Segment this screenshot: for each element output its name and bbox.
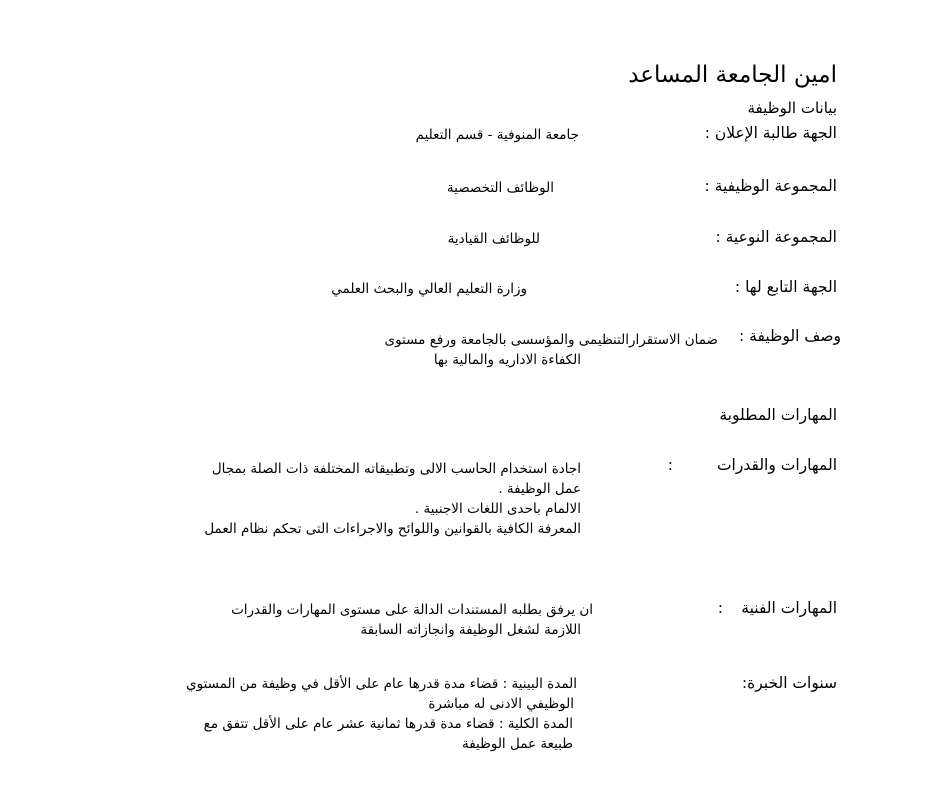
skills-abilities-label: المهارات والقدرات xyxy=(716,456,837,474)
skills-abilities-colon: : xyxy=(667,456,673,474)
experience-line-2: الوظيفي الادنى له مباشرة xyxy=(428,696,574,712)
job-description-line-2: الكفاءة الاداريه والمالية بها xyxy=(433,352,581,368)
field-value-type-group: للوظائف القيادية xyxy=(447,231,540,247)
field-value-job-description xyxy=(248,330,718,370)
field-label-job-group: المجموعة الوظيفية : xyxy=(704,177,837,195)
technical-line-2: اللازمة لشغل الوظيفة وانجازاته السابقة xyxy=(360,622,581,638)
field-label-affiliated-entity: الجهة التابع لها : xyxy=(734,278,837,296)
skills-abilities-text xyxy=(204,459,581,539)
job-description-line-1: ضمان الاستقرارالتنظيمى والمؤسسى بالجامعة ورفع مستوى xyxy=(384,332,718,348)
skills-line-2: عمل الوظيفة . xyxy=(498,481,581,497)
field-value-job-group: الوظائف التخصصية xyxy=(446,180,554,196)
experience-line-4: طبيعة عمل الوظيفة xyxy=(461,736,573,752)
technical-skills-label: المهارات الفنية xyxy=(741,599,837,617)
experience-label: سنوات الخبرة: xyxy=(741,674,837,692)
technical-skills-colon: : xyxy=(717,599,723,617)
field-label-type-group: المجموعة النوعية : xyxy=(715,228,837,246)
skills-line-3: الالمام باحدى اللغات الاجنبية . xyxy=(414,501,581,517)
page-title: امين الجامعة المساعد xyxy=(628,62,837,88)
experience-line-3: المدة الكلية : قضاء مدة قدرها ثمانية عشر عام على الأقل تتفق مع xyxy=(203,716,573,732)
field-label-announcing-entity: الجهة طالبة الإعلان : xyxy=(704,124,837,142)
skills-line-1: اجادة استخدام الحاسب الالى وتطبيقاته المختلفة ذات الصلة بمجال xyxy=(211,461,581,477)
field-value-announcing-entity: جامعة المنوفية - قسم التعليم xyxy=(415,127,579,143)
skills-line-4: المعرفة الكافية بالقوانين واللوائح والاجراءات التى تحكم نظام العمل xyxy=(204,521,581,537)
section-subtitle: بيانات الوظيفة xyxy=(747,99,837,117)
experience-line-1: المدة البينية : قضاء مدة قدرها عام على الأقل في وظيفة من المستوي xyxy=(186,676,577,692)
field-label-job-description: وصف الوظيفة : xyxy=(739,327,841,345)
field-value-affiliated-entity: وزارة التعليم العالي والبحث العلمي xyxy=(331,281,527,297)
experience-text xyxy=(186,674,577,754)
technical-skills-text xyxy=(219,600,593,640)
technical-line-1: ان يرفق بطلبه المستندات الدالة على مستوى المهارات والقدرات xyxy=(231,602,593,618)
required-skills-heading: المهارات المطلوبة xyxy=(719,406,837,424)
